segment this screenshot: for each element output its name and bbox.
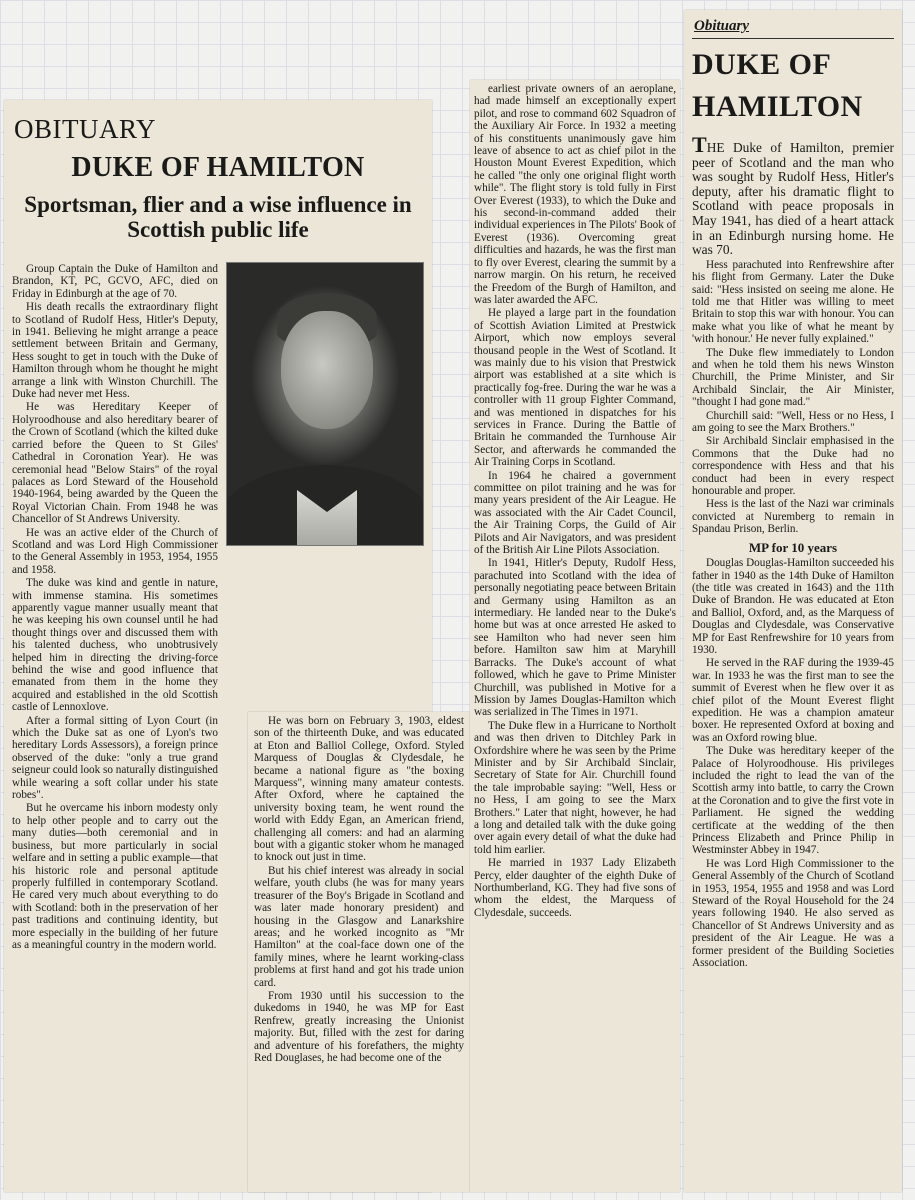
paragraph: Group Captain the Duke of Hamilton and Brandon, KT, PC, GCVO, AFC, died on Friday in Edinburgh at the age of 70.	[12, 263, 218, 300]
paragraph: Sir Archibald Sinclair emphasised in the Commons that the Duke had no correspondence with Hess and that his conduct had been in every respect honourable and proper.	[692, 435, 894, 498]
paragraph: He was an active elder of the Church of Scotland and was Lord High Commissioner to the General Assembly in 1953, 1954, 1955 and 1958.	[12, 526, 218, 576]
second-obituary-clipping	[684, 10, 902, 1192]
paragraph: Douglas Douglas-Hamilton succeeded his father in 1940 as the 14th Duke of Hamilton (the title was created in 1643) and the 11th Duke of Brandon. He was educated at Eton and Balliol, Oxford, and, as the Marquess of Douglas and Clydesdale, was Conservative MP for East Renfrewshire for 10 years from 1930.	[692, 557, 894, 656]
paragraph: The Duke flew immediately to London and when he told them his news Winston Churchill, the Prime Minister, and Sir Archibald Sinclair, the Air Minister, "thought I had gone mad."	[692, 346, 894, 409]
continuation-clipping-middle	[470, 80, 680, 1192]
paragraph: After a formal sitting of Lyon Court (in which the Duke sat as one of Lyon's two hereditary Lords Assessors), a foreign prince observed of the duke: "only a true grand seigneur could look so naturally distinguished while wearing a soft collar under his state robes".	[12, 714, 219, 802]
main-headline: DUKE OF HAMILTON	[71, 152, 365, 183]
drop-cap: T	[692, 132, 707, 157]
paragraph: He married in 1937 Lady Elizabeth Percy, elder daughter of the eighth Duke of Northumberland, KG. They had five sons of whom the eldest, the Marquess of Clydesdale, succeeds.	[474, 857, 676, 919]
paragraph: He was Hereditary Keeper of Holyroodhouse and also hereditary bearer of the Crown of Scotland (which the kilted duke carried before the Queen to St Giles' Cathedral in Coronation Year). He was ceremonial head "Below Stairs" of the royal palaces as Lord Steward of the Household 1940-1964, being awarded by the Queen the Royal Victorian Chain. From 1948 he was Chancellor of St Andrews University.	[12, 401, 218, 526]
main-subheadline: Sportsman, flier and a wise influence in Scottish public life	[24, 192, 412, 242]
paragraph: earliest private owners of an aeroplane, had made himself an exceptionally expert pilot, and rose to command 602 Squadron of the Auxiliary Air Force. In 1932 a meeting of his constituents unanimously gave him leave of absence to act as chief pilot in the Houston Mount Everest Expedition, which he called "the only one original flight worth while". The flight story is told fully in First Over Everest (1933), to which the Duke and his second-in-command added their individual experiences in The Pilots' Book of Everest (1936). Overcoming great difficulties and hazards, he was the first man to fly over Everest, clearing the summit by a narrow margin. On his return, he received the Freedom of the Burgh of Hamilton, and was later awarded the AFC.	[474, 83, 676, 306]
paragraph: But his chief interest was already in social welfare, youth clubs (he was for many years treasurer of the Boy's Brigade in Scotland and was later made honorary president) and housing in the Glasgow and Lanarkshire areas; and he worked incognito as "Mr Hamilton" at the coal-face down one of the family mines, where he learnt working-class problems at first hand and got his trade union card.	[254, 864, 464, 989]
paragraph: The duke was kind and gentle in nature, with immense stamina. His sometimes apparently vague manner usually meant that he was keeping his own counsel until he had thought things over and discussed them with his talented duchess, who unobtrusively helped him in directing the driving-force behind the wise and good influence that emanated from them in the home they acquired and established in the old Scottish castle of Lennoxlove.	[12, 577, 218, 714]
paragraph: The Duke flew in a Hurricane to Northolt and was then driven to Ditchley Park in Oxfordshire where he was seen by the Prime Minister and by Sir Archibald Sinclair, Secretary of State for Air. Churchill found the tale improbable saying: "Well, Hess or no Hess, I am going to see the Marx Brothers." Later that night, however, he had a long and detailed talk with the duke going over again every detail of what the duke had told him earlier.	[474, 719, 676, 856]
middle-column	[474, 83, 676, 919]
right-column	[692, 132, 894, 970]
paragraph: In 1964 he chaired a government committee on pilot training and he was for many years president of the Air League. He was associated with the Air Cadet Council, the Air Training Corps, the Guild of Air Pilots and Air Navigators, and was president of the British Air Line Pilots Association.	[474, 469, 676, 557]
duke-portrait-photo	[226, 262, 424, 546]
paragraph: In 1941, Hitler's Deputy, Rudolf Hess, parachuted into Scotland with the idea of personally negotiating peace between Britain and Germany using Hamilton as an intermediary. He landed near to the Duke's home but was at once arrested He asked to see Hamilton who had never seen him before. Hamilton saw him at Maryhill Barracks. The Duke's account of what followed, which he gave to Prime Minister Churchill, was published in Motive for a Mission by James Douglas-Hamilton which was serialized in The Times in 1971.	[474, 557, 676, 719]
paragraph: He served in the RAF during the 1939-45 war. In 1933 he was the first man to see the summit of Everest when he flew over it as chief pilot of the Mount Everest flight expedition. He was a champion amateur boxer. He represented Oxford at boxing and was an Oxford rowing blue.	[692, 657, 894, 744]
lower-middle-column	[254, 715, 464, 1064]
paragraph: He was Lord High Commissioner to the General Assembly of the Church of Scotland in 1953, 1954, 1955 and 1958 and was Lord Steward of the Royal Household for the 24 years following 1940. He also served as Chancellor of St Andrews University and as president of the Air League. He was a former president of the Building Societies Association.	[692, 857, 894, 970]
paragraph: The Duke was hereditary keeper of the Palace of Holyroodhouse. His privileges included the right to lead the van of the Scottish army into battle, to carry the Crown at the Coronation and to give the first vote in Parliament. He signed the wedding certificate at the wedding of the then Princess Elizabeth and Prince Philip in Westminster Abbey in 1947.	[692, 745, 894, 857]
obituary-kicker: OBITUARY	[14, 114, 157, 144]
lead-text: HE Duke of Hamilton, premier peer of Scotland and the man who was sought by Rudolf Hess, Hitler's deputy, after his dramatic flight to Scotland with peace proposals in May 1941, has died of a heart attack in an Edinburgh nursing home. He was 70.	[692, 140, 894, 258]
right-headline: DUKE OF HAMILTON	[692, 48, 863, 123]
lead-paragraph	[692, 132, 894, 258]
continuation-clipping-lower	[248, 712, 470, 1192]
section-subhead: MP for 10 years	[748, 539, 838, 555]
paragraph: But he overcame his inborn modesty only to help other people and to carry out the many duties—both ceremonial and in business, but more particularly in social welfare and in setting a public example—that his historic role and personal aptitude properly fulfilled in contemporary Scotland. He cared very much about everything to do with Scotland: both in the preservation of her past traditions and continuing identity, but more especially in the building of her future as a meaningful country in the modern world.	[12, 802, 218, 951]
paragraph: From 1930 until his succession to the dukedoms in 1940, he was MP for East Renfrew, greatly increasing the Unionist majority. But, filled with the zest for daring and adventure of his forefathers, the mighty Red Douglases, he had become one of the	[254, 989, 464, 1064]
divider	[692, 38, 894, 39]
paragraph: He played a large part in the foundation of Scottish Aviation Limited at Prestwick Airport, which now employs several thousand people in the West of Scotland. It was mainly due to his vision that Prestwick airport was established at a site which is practically fog-free. During the war he was a controller with 11 group Fighter Command, and was mentioned in dispatches for his services in France. During the Battle of Britain he commanded the Turnhouse Air Sector, and afterwards he commanded the Air Training Corps in Scotland.	[474, 307, 676, 469]
obituary-kicker: Obituary	[694, 18, 750, 34]
paragraph: Hess is the last of the Nazi war criminals convicted at Nuremberg to remain in Spandau Prison, Berlin.	[692, 498, 894, 536]
paragraph: His death recalls the extraordinary flight to Scotland of Rudolf Hess, Hitler's Deputy, in 1941. Believing he might arrange a peace settlement between Britain and Germany, Hess sought to get in touch with the Duke of Hamilton through whom he thought he might arrange a link with Winston Churchill. The Duke had never met Hess.	[12, 301, 218, 401]
paragraph: He was born on February 3, 1903, eldest son of the thirteenth Duke, and was educated at Eton and Balliol College, Oxford. Styled Marquess of Douglas & Clydesdale, he became a national figure as "the boxing Marquess", winning many amateur contests. After Oxford, where he captained the university boxing team, he went round the world with Eddy Egan, an American friend, challenging all comers: and had an alarming bout with a gigantic stoker whom he managed to knock out just in time.	[254, 715, 464, 864]
paragraph: Hess parachuted into Renfrewshire after his flight from Germany. Later the Duke said: "Hess insisted on seeing me alone. He told me that Hitler was willing to meet Britain to stop this war with honour. You can make what you like of what he meant by 'with honour.' He never fully explained."	[692, 258, 894, 346]
main-column-1	[12, 263, 218, 951]
paragraph: Churchill said: "Well, Hess or no Hess, I am going to see the Marx Brothers."	[692, 409, 894, 435]
